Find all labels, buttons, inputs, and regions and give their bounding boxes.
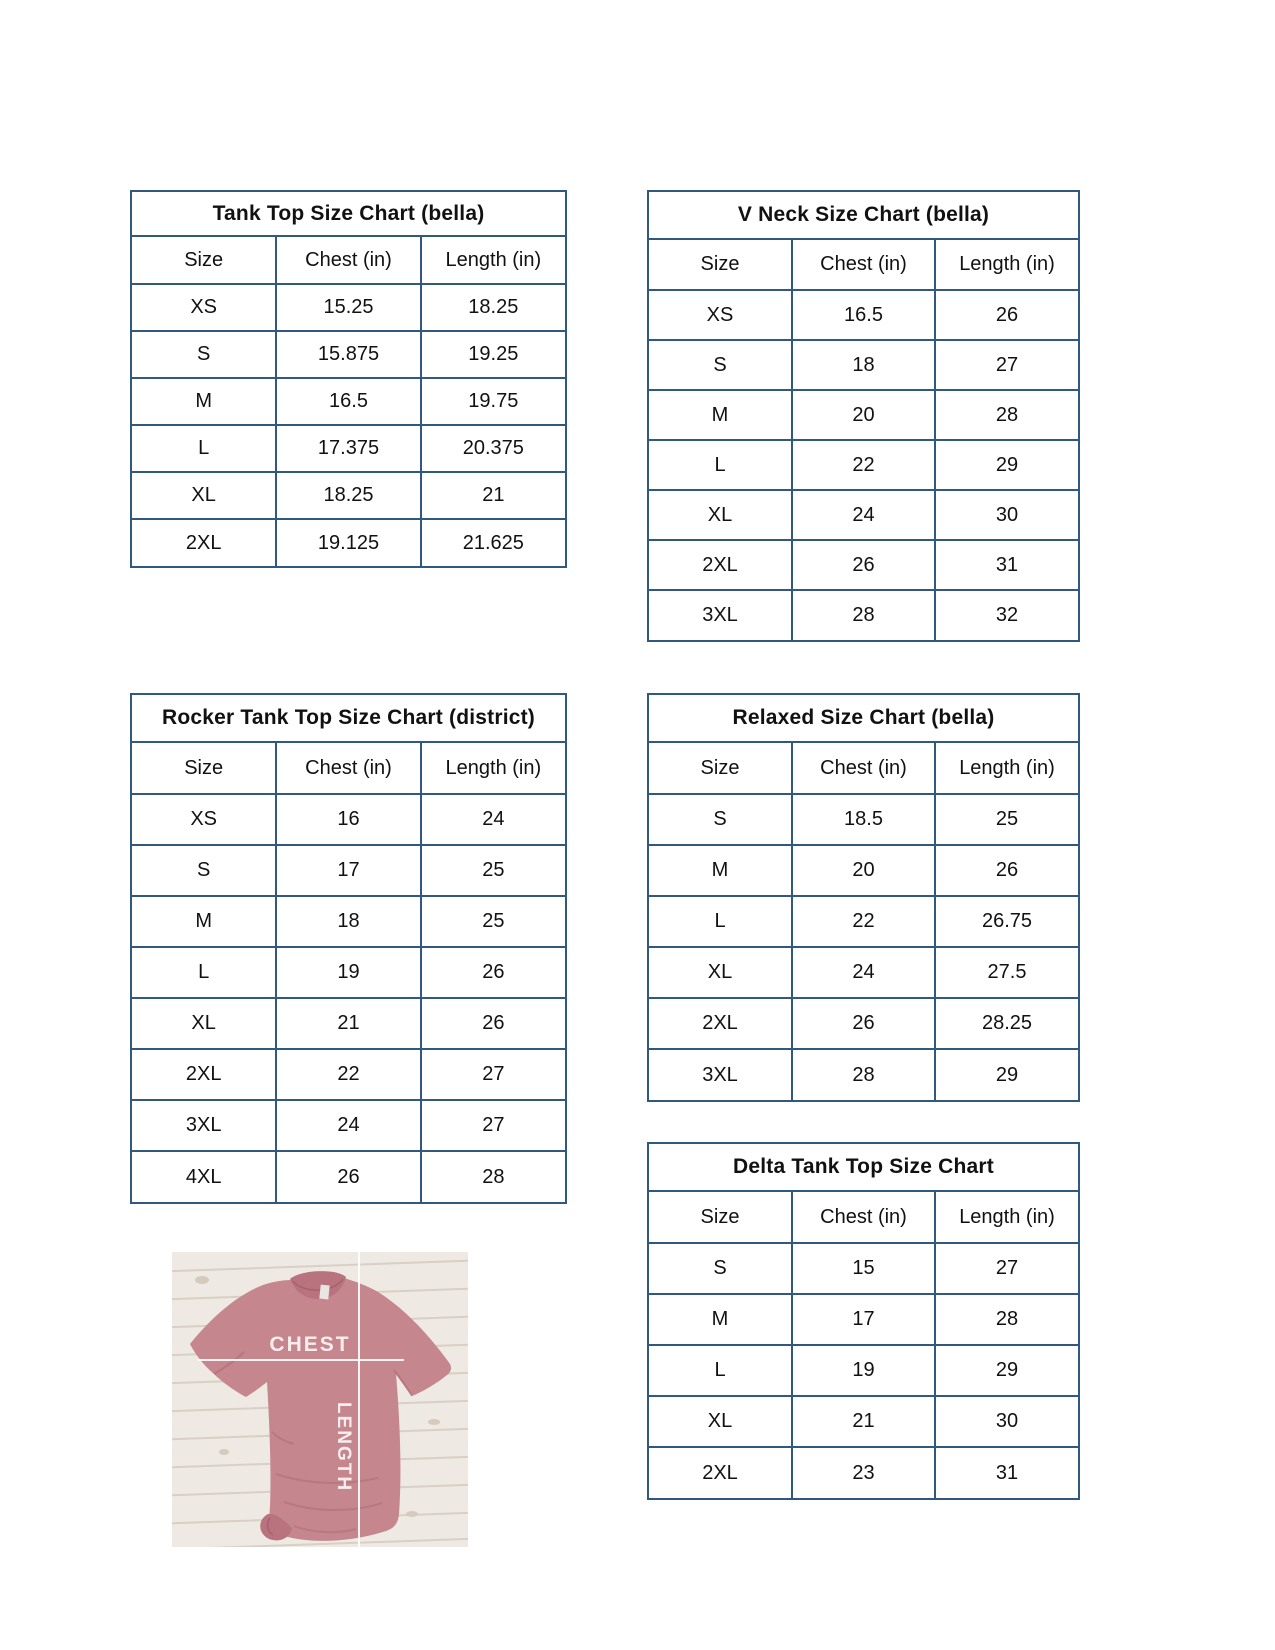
size-cell: L: [132, 947, 276, 998]
size-cell: 3XL: [649, 1049, 792, 1100]
table-row: [649, 794, 1078, 845]
value-cell: 26: [421, 947, 565, 998]
table-row: [649, 1447, 1078, 1498]
value-cell: 31: [935, 540, 1078, 590]
value-cell: 26.75: [935, 896, 1078, 947]
value-cell: 21: [792, 1396, 935, 1447]
table-grid: [132, 743, 565, 1202]
header-row: [649, 1192, 1078, 1243]
size-grid: [649, 1192, 1078, 1498]
size-cell: S: [649, 794, 792, 845]
value-cell: 16.5: [792, 290, 935, 340]
value-cell: 16.5: [276, 378, 420, 425]
value-cell: 26: [792, 998, 935, 1049]
table-row: [132, 472, 565, 519]
value-cell: 27.5: [935, 947, 1078, 998]
table-row: [132, 1151, 565, 1202]
value-cell: 18.25: [276, 472, 420, 519]
value-cell: 19.125: [276, 519, 420, 566]
table-row: [132, 519, 565, 566]
value-cell: 22: [792, 440, 935, 490]
size-cell: XL: [649, 1396, 792, 1447]
size-cell: 2XL: [649, 1447, 792, 1498]
value-cell: 28.25: [935, 998, 1078, 1049]
size-cell: XL: [132, 472, 276, 519]
value-cell: 26: [421, 998, 565, 1049]
column-header: Length (in): [935, 743, 1078, 794]
length-label: LENGTH: [333, 1402, 354, 1493]
table-row: [649, 845, 1078, 896]
value-cell: 21.625: [421, 519, 565, 566]
table-row: [649, 1345, 1078, 1396]
size-cell: M: [649, 1294, 792, 1345]
column-header: Chest (in): [792, 1192, 935, 1243]
table-row: [649, 947, 1078, 998]
table-row: [649, 1049, 1078, 1100]
size-cell: 2XL: [132, 519, 276, 566]
value-cell: 29: [935, 1049, 1078, 1100]
value-cell: 28: [792, 1049, 935, 1100]
table-row: [132, 896, 565, 947]
table-row: [649, 490, 1078, 540]
table-v-neck-size-chart: [647, 190, 1080, 642]
value-cell: 28: [935, 1294, 1078, 1345]
value-cell: 27: [421, 1049, 565, 1100]
table-relaxed-size-chart: [647, 693, 1080, 1102]
column-header: Size: [649, 240, 792, 290]
table-grid: [649, 1192, 1078, 1498]
table-title: Tank Top Size Chart (bella): [132, 192, 565, 237]
table-row: [649, 340, 1078, 390]
table-row: [132, 284, 565, 331]
value-cell: 25: [935, 794, 1078, 845]
table-row: [132, 998, 565, 1049]
size-cell: L: [649, 440, 792, 490]
column-header: Chest (in): [276, 237, 420, 284]
size-cell: M: [649, 390, 792, 440]
table-row: [132, 378, 565, 425]
value-cell: 26: [792, 540, 935, 590]
value-cell: 15.25: [276, 284, 420, 331]
value-cell: 18.25: [421, 284, 565, 331]
column-header: Length (in): [935, 1192, 1078, 1243]
size-cell: S: [132, 331, 276, 378]
table-title: Delta Tank Top Size Chart: [649, 1144, 1078, 1192]
value-cell: 21: [276, 998, 420, 1049]
value-cell: 15: [792, 1243, 935, 1294]
table-row: [132, 425, 565, 472]
column-header: Length (in): [421, 743, 565, 794]
size-cell: M: [132, 896, 276, 947]
table-row: [132, 845, 565, 896]
value-cell: 23: [792, 1447, 935, 1498]
size-cell: XS: [649, 290, 792, 340]
table-title: V Neck Size Chart (bella): [649, 192, 1078, 240]
value-cell: 19: [792, 1345, 935, 1396]
value-cell: 21: [421, 472, 565, 519]
size-cell: XL: [649, 490, 792, 540]
table-row: [649, 390, 1078, 440]
table-row: [649, 540, 1078, 590]
value-cell: 31: [935, 1447, 1078, 1498]
table-row: [649, 440, 1078, 490]
size-cell: M: [132, 378, 276, 425]
value-cell: 22: [276, 1049, 420, 1100]
size-cell: 2XL: [132, 1049, 276, 1100]
tshirt-illustration: [172, 1252, 468, 1547]
column-header: Chest (in): [792, 743, 935, 794]
table-row: [132, 1100, 565, 1151]
header-row: [649, 240, 1078, 290]
value-cell: 30: [935, 490, 1078, 540]
value-cell: 24: [792, 947, 935, 998]
value-cell: 26: [276, 1151, 420, 1202]
value-cell: 18: [276, 896, 420, 947]
neck-tag: [319, 1285, 329, 1300]
size-grid: [649, 240, 1078, 640]
size-cell: XS: [132, 794, 276, 845]
size-cell: XL: [649, 947, 792, 998]
column-header: Chest (in): [792, 240, 935, 290]
column-header: Size: [649, 1192, 792, 1243]
column-header: Size: [132, 237, 276, 284]
header-row: [132, 743, 565, 794]
table-row: [649, 290, 1078, 340]
value-cell: 15.875: [276, 331, 420, 378]
column-header: Length (in): [421, 237, 565, 284]
table-delta-tank-top-size-chart: [647, 1142, 1080, 1500]
column-header: Length (in): [935, 240, 1078, 290]
size-grid: [649, 743, 1078, 1100]
value-cell: 18.5: [792, 794, 935, 845]
size-cell: 4XL: [132, 1151, 276, 1202]
table-row: [132, 331, 565, 378]
table-row: [649, 1243, 1078, 1294]
table-tank-top-size-chart: [130, 190, 567, 568]
value-cell: 16: [276, 794, 420, 845]
value-cell: 29: [935, 440, 1078, 490]
table-row: [132, 794, 565, 845]
value-cell: 25: [421, 845, 565, 896]
value-cell: 17.375: [276, 425, 420, 472]
value-cell: 20: [792, 390, 935, 440]
table-row: [132, 1049, 565, 1100]
size-cell: 2XL: [649, 998, 792, 1049]
value-cell: 24: [276, 1100, 420, 1151]
table-grid: [132, 237, 565, 566]
value-cell: 27: [935, 340, 1078, 390]
value-cell: 26: [935, 845, 1078, 896]
value-cell: 17: [792, 1294, 935, 1345]
value-cell: 19.25: [421, 331, 565, 378]
size-cell: 3XL: [649, 590, 792, 640]
table-row: [649, 1396, 1078, 1447]
table-row: [649, 896, 1078, 947]
value-cell: 19.75: [421, 378, 565, 425]
table-row: [649, 998, 1078, 1049]
value-cell: 24: [792, 490, 935, 540]
size-cell: XS: [132, 284, 276, 331]
value-cell: 19: [276, 947, 420, 998]
table-row: [649, 590, 1078, 640]
value-cell: 25: [421, 896, 565, 947]
size-cell: L: [649, 896, 792, 947]
size-cell: 2XL: [649, 540, 792, 590]
size-cell: 3XL: [132, 1100, 276, 1151]
size-cell: S: [649, 1243, 792, 1294]
size-grid: [132, 237, 565, 566]
value-cell: 17: [276, 845, 420, 896]
value-cell: 28: [935, 390, 1078, 440]
size-cell: M: [649, 845, 792, 896]
size-cell: XL: [132, 998, 276, 1049]
table-title: Relaxed Size Chart (bella): [649, 695, 1078, 743]
value-cell: 22: [792, 896, 935, 947]
size-grid: [132, 743, 565, 1202]
column-header: Chest (in): [276, 743, 420, 794]
value-cell: 18: [792, 340, 935, 390]
value-cell: 28: [421, 1151, 565, 1202]
tshirt-measurement-photo: [172, 1252, 468, 1547]
value-cell: 30: [935, 1396, 1078, 1447]
size-cell: S: [132, 845, 276, 896]
value-cell: 26: [935, 290, 1078, 340]
table-title: Rocker Tank Top Size Chart (district): [132, 695, 565, 743]
header-row: [132, 237, 565, 284]
value-cell: 29: [935, 1345, 1078, 1396]
value-cell: 24: [421, 794, 565, 845]
chest-label: CHEST: [269, 1333, 351, 1356]
table-grid: [649, 240, 1078, 640]
header-row: [649, 743, 1078, 794]
table-row: [649, 1294, 1078, 1345]
table-row: [132, 947, 565, 998]
value-cell: 32: [935, 590, 1078, 640]
column-header: Size: [132, 743, 276, 794]
table-rocker-tank-top-size-chart: [130, 693, 567, 1204]
size-cell: L: [649, 1345, 792, 1396]
value-cell: 27: [421, 1100, 565, 1151]
value-cell: 20.375: [421, 425, 565, 472]
value-cell: 28: [792, 590, 935, 640]
column-header: Size: [649, 743, 792, 794]
size-cell: L: [132, 425, 276, 472]
value-cell: 20: [792, 845, 935, 896]
table-grid: [649, 743, 1078, 1100]
size-cell: S: [649, 340, 792, 390]
value-cell: 27: [935, 1243, 1078, 1294]
